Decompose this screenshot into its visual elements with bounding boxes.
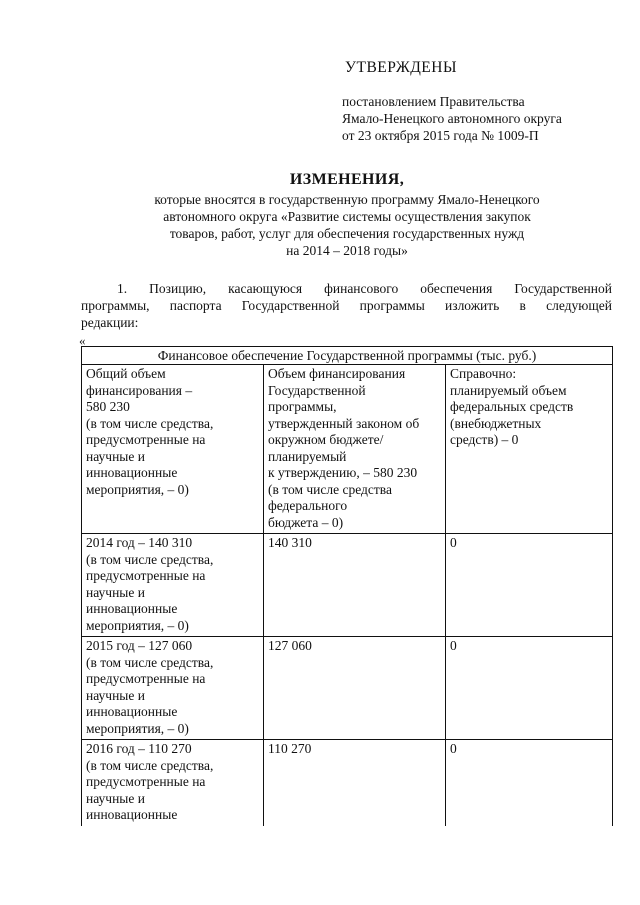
year-financing-cell — [82, 534, 264, 637]
cell-line: предусмотренные на — [86, 568, 206, 583]
cell-line: 2015 год – 127 060 — [86, 638, 193, 653]
subtitle-line: товаров, работ, услуг для обеспечения государственных нужд — [169, 226, 525, 241]
table-row — [82, 637, 613, 740]
cell-line: научные и — [86, 687, 145, 703]
header-program-financing — [264, 365, 446, 534]
paragraph-line: программы, паспорта Государственной программы изложить в следующей — [81, 298, 612, 313]
subtitle-line: на 2014 – 2018 годы» — [286, 243, 408, 258]
amendment-paragraph — [81, 280, 612, 331]
paragraph-line: редакции: — [81, 315, 139, 330]
subtitle-line: которые вносятся в государственную программу Ямало-Ненецкого — [154, 192, 540, 207]
header-reference-funds — [446, 365, 613, 534]
cell-line: инновационные — [86, 807, 178, 822]
cell-line: Государственной — [268, 382, 366, 398]
approval-line: от 23 октября 2015 года № 1009-П — [342, 128, 539, 143]
year-financing-cell — [82, 740, 264, 826]
cell-line: 580 230 — [86, 399, 130, 414]
cell-line: 2016 год – 110 270 — [86, 741, 192, 756]
reference-value-cell: 0 — [446, 637, 613, 740]
cell-line: предусмотренные на — [86, 671, 206, 686]
opening-quote-mark: « — [79, 333, 86, 348]
cell-line: планируемый объем — [450, 382, 567, 398]
cell-line: (внебюджетных — [450, 415, 542, 431]
subtitle-line: автономного округа «Развитие системы осуществления закупок — [163, 209, 531, 224]
reference-value-cell: 0 — [446, 534, 613, 637]
cell-line: предусмотренные на — [86, 774, 206, 789]
budget-value-cell: 140 310 — [264, 534, 446, 637]
cell-line: утвержденный законом об — [268, 415, 420, 431]
cell-line: 2014 год – 140 310 — [86, 535, 193, 550]
cell-line: федерального — [268, 498, 348, 513]
cell-line: предусмотренные на — [86, 432, 206, 447]
document-title: ИЗМЕНЕНИЯ, — [289, 171, 405, 188]
cell-line: планируемый — [268, 448, 347, 464]
cell-line: инновационные — [86, 465, 178, 480]
approval-line: Ямало-Ненецкого автономного округа — [342, 111, 562, 126]
cell-line: Объем финансирования — [268, 366, 406, 381]
cell-line: научные и — [86, 790, 145, 806]
cell-line: бюджета – 0) — [268, 514, 344, 530]
cell-line: мероприятия, – 0) — [86, 617, 189, 633]
cell-line: (в том числе средства, — [86, 415, 214, 431]
document-subtitle — [0, 191, 640, 259]
cell-line: окружном бюджете/ — [268, 432, 384, 447]
cell-line: научные и — [86, 448, 145, 464]
cell-line: (в том числе средства — [268, 481, 392, 497]
header-total-financing — [82, 365, 264, 534]
cell-line: (в том числе средства, — [86, 551, 214, 567]
cell-line: Общий объем — [86, 366, 166, 381]
cell-line: средств) – 0 — [450, 432, 519, 447]
cell-line: мероприятия, – 0) — [86, 720, 189, 736]
table-row — [82, 740, 613, 826]
paragraph-line: 1. Позицию, касающуюся финансового обеспечения Государственной — [117, 281, 612, 296]
financing-table — [81, 346, 613, 826]
cell-line: Справочно: — [450, 366, 517, 381]
budget-value-cell: 127 060 — [264, 637, 446, 740]
table-row — [82, 534, 613, 637]
year-financing-cell — [82, 637, 264, 740]
cell-line: программы, — [268, 399, 337, 414]
cell-line: инновационные — [86, 601, 178, 616]
cell-line: научные и — [86, 584, 145, 600]
cell-line: (в том числе средства, — [86, 757, 214, 773]
approval-line: постановлением Правительства — [342, 94, 525, 109]
reference-value-cell: 0 — [446, 740, 613, 826]
approval-block — [342, 58, 632, 144]
table-header-row — [82, 365, 613, 534]
cell-line: финансирования – — [86, 382, 193, 398]
cell-line: инновационные — [86, 704, 178, 719]
cell-line: (в том числе средства, — [86, 654, 214, 670]
cell-line: к утверждению, – 580 230 — [268, 465, 418, 480]
approval-title: УТВЕРЖДЕНЫ — [345, 59, 457, 76]
cell-line: мероприятия, – 0) — [86, 481, 189, 497]
budget-value-cell: 110 270 — [264, 740, 446, 826]
table-caption: Финансовое обеспечение Государственной программы (тыс. руб.) — [82, 347, 613, 365]
cell-line: федеральных средств — [450, 399, 574, 414]
table-caption-row — [82, 347, 613, 365]
